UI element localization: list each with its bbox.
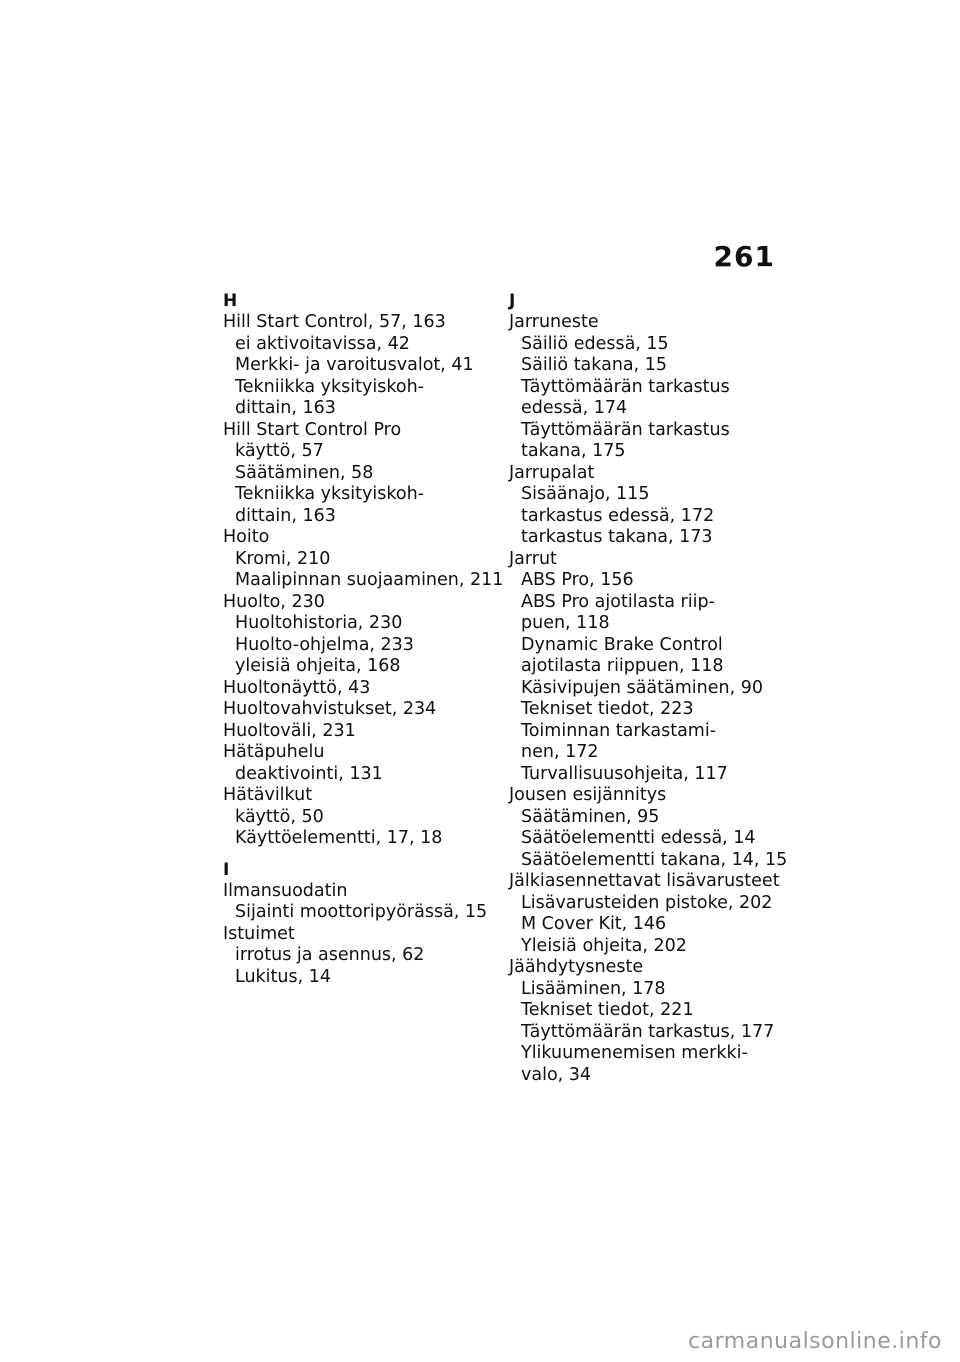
index-sub-entry: Lisääminen, 178 bbox=[521, 978, 666, 999]
index-sub-entry: Säätöelementti edessä, 14 bbox=[521, 828, 756, 848]
index-sub-entry: dittain, 163 bbox=[235, 505, 336, 526]
index-sub-entry: Säiliö takana, 15 bbox=[521, 355, 668, 375]
index-sub-entry: puen, 118 bbox=[521, 613, 610, 633]
index-sub-entry: Täyttömäärän tarkastus bbox=[521, 419, 730, 440]
index-sub-entry: Dynamic Brake Control bbox=[521, 634, 723, 655]
index-sub-entry: Huolto-ohjelma, 233 bbox=[235, 634, 414, 655]
index-main-entry: Jälkiasennettavat lisävarusteet bbox=[509, 871, 780, 891]
index-sub-entry: Sisäänajo, 115 bbox=[521, 484, 650, 504]
index-sub-entry: Säätäminen, 95 bbox=[521, 806, 660, 827]
index-sub-entry: Ylikuumenemisen merkki- bbox=[521, 1043, 748, 1063]
index-sub-entry: Sijainti moottoripyörässä, 15 bbox=[235, 902, 488, 922]
index-sub-entry: Maalipinnan suojaaminen, 211 bbox=[235, 570, 504, 590]
index-sub-entry: irrotus ja asennus, 62 bbox=[235, 945, 425, 965]
index-sub-entry: valo, 34 bbox=[521, 1064, 592, 1085]
index-sub-entry: deaktivointi, 131 bbox=[235, 763, 383, 784]
index-sub-entry: M Cover Kit, 146 bbox=[521, 914, 667, 934]
index-sub-entry: dittain, 163 bbox=[235, 398, 336, 418]
index-main-entry: Jäähdytysneste bbox=[509, 957, 644, 977]
index-main-entry: Huolto, 230 bbox=[223, 591, 325, 612]
index-sub-entry: Käyttöelementti, 17, 18 bbox=[235, 828, 443, 848]
index-main-entry: Huoltovahvistukset, 234 bbox=[223, 699, 437, 719]
index-sub-entry: ei aktivoitavissa, 42 bbox=[235, 333, 410, 354]
index-main-entry: Istuimet bbox=[223, 923, 295, 944]
index-section-letter: J bbox=[509, 291, 516, 311]
index-sub-entry: Toiminnan tarkastami- bbox=[521, 720, 717, 741]
index-sub-entry: Säiliö edessä, 15 bbox=[521, 333, 669, 354]
index-sub-entry: Täyttömäärän tarkastus bbox=[521, 376, 730, 397]
index-column-left bbox=[223, 291, 504, 988]
index-main-entry: Hill Start Control, 57, 163 bbox=[223, 312, 446, 332]
index-sub-entry: Huoltohistoria, 230 bbox=[235, 613, 403, 633]
index-sub-entry: takana, 175 bbox=[521, 441, 626, 461]
index-sub-entry: tarkastus takana, 173 bbox=[521, 527, 713, 547]
index-sub-entry: ajotilasta riippuen, 118 bbox=[521, 656, 724, 676]
index-main-entry: Ilmansuodatin bbox=[223, 880, 348, 901]
index-main-entry: Hätäpuhelu bbox=[223, 742, 325, 762]
index-section-letter: I bbox=[223, 859, 230, 880]
index-main-entry: Hill Start Control Pro bbox=[223, 419, 402, 440]
index-sub-entry: ABS Pro ajotilasta riip- bbox=[521, 591, 715, 612]
index-sub-entry: Merkki- ja varoitusvalot, 41 bbox=[235, 355, 474, 375]
index-sub-entry: Säätäminen, 58 bbox=[235, 462, 374, 483]
index-sub-entry: käyttö, 57 bbox=[235, 441, 324, 461]
index-sub-entry: Säätöelementti takana, 14, 15 bbox=[521, 849, 788, 870]
index-main-entry: Huoltonäyttö, 43 bbox=[223, 677, 371, 698]
index-main-entry: Jarrut bbox=[509, 548, 557, 569]
index-sub-entry: nen, 172 bbox=[521, 742, 599, 762]
index-sub-entry: tarkastus edessä, 172 bbox=[521, 505, 715, 526]
index-sub-entry: Tekniset tiedot, 221 bbox=[521, 1000, 694, 1020]
index-sub-entry: Tekniset tiedot, 223 bbox=[521, 699, 694, 719]
index-main-entry: Jousen esijännitys bbox=[509, 785, 667, 805]
index-section-letter: H bbox=[223, 291, 238, 311]
index-sub-entry: Kromi, 210 bbox=[235, 548, 331, 569]
index-sub-entry: Lukitus, 14 bbox=[235, 966, 331, 987]
index-main-entry: Hätävilkut bbox=[223, 785, 313, 805]
index-sub-entry: edessä, 174 bbox=[521, 398, 628, 418]
index-main-entry: Jarrupalat bbox=[509, 462, 595, 483]
index-column-right bbox=[509, 291, 788, 1086]
footer-watermark[interactable]: carmanualsonline.info bbox=[688, 1329, 942, 1354]
index-sub-entry: yleisiä ohjeita, 168 bbox=[235, 656, 401, 676]
index-sub-entry: Käsivipujen säätäminen, 90 bbox=[521, 677, 763, 698]
index-main-entry: Jarruneste bbox=[509, 312, 599, 332]
index-sub-entry: Yleisiä ohjeita, 202 bbox=[521, 935, 687, 956]
index-sub-entry: Tekniikka yksityiskoh- bbox=[235, 484, 424, 504]
index-sub-entry: Lisävarusteiden pistoke, 202 bbox=[521, 892, 773, 913]
page-number: 261 bbox=[713, 240, 775, 273]
index-main-entry: Huoltoväli, 231 bbox=[223, 720, 356, 741]
index-sub-entry: Tekniikka yksityiskoh- bbox=[235, 376, 424, 397]
index-sub-entry: Turvallisuusohjeita, 117 bbox=[521, 763, 728, 784]
index-main-entry: Hoito bbox=[223, 527, 270, 547]
index-sub-entry: käyttö, 50 bbox=[235, 806, 324, 827]
index-sub-entry: ABS Pro, 156 bbox=[521, 570, 634, 590]
index-sub-entry: Täyttömäärän tarkastus, 177 bbox=[521, 1021, 775, 1042]
